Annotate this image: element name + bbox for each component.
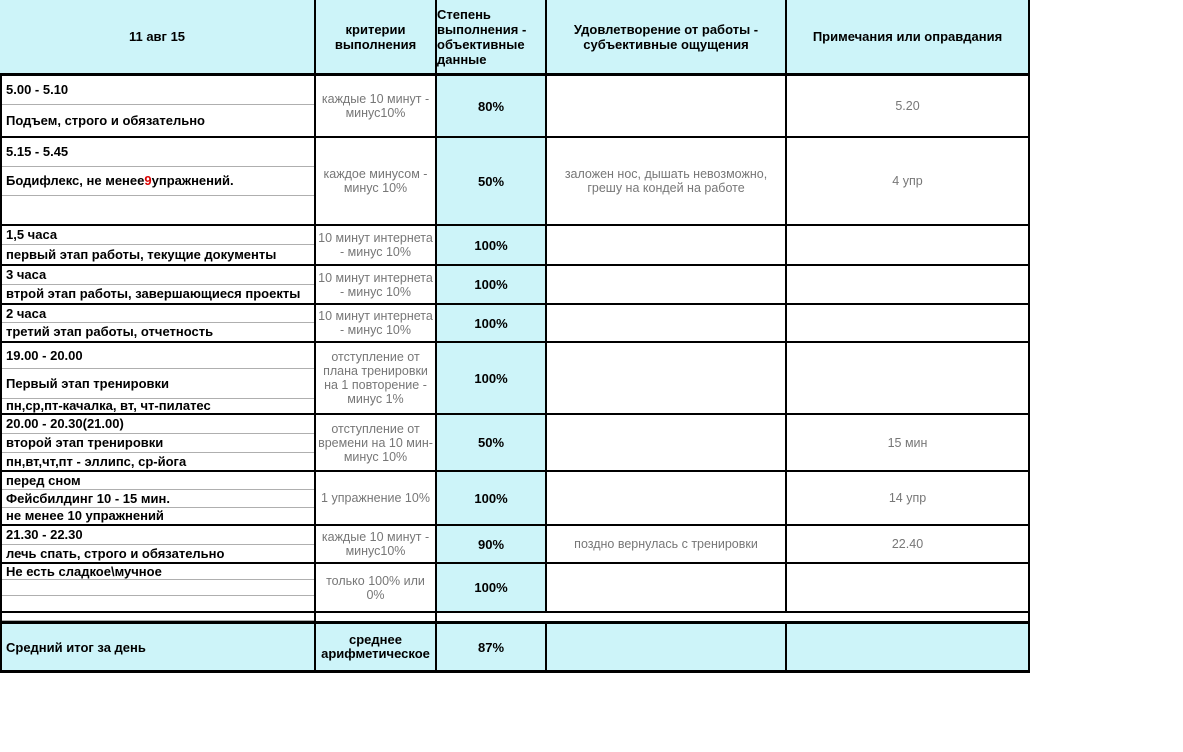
task-line: Подъем, строго и обязательно bbox=[6, 112, 205, 128]
criteria-cell: только 100% или 0% bbox=[314, 564, 437, 611]
row-sleep bbox=[0, 526, 1030, 564]
task-line: первый этап работы, текущие документы bbox=[6, 246, 277, 262]
task-line: 2 часа bbox=[2, 305, 314, 323]
notes-cell: 22.40 bbox=[891, 537, 924, 551]
task-line bbox=[2, 596, 314, 611]
notes-cell bbox=[787, 305, 1028, 341]
notes-cell bbox=[787, 343, 1028, 413]
row-work-stage-2 bbox=[0, 266, 1030, 305]
degree-cell: 100% bbox=[437, 305, 547, 341]
notes-cell bbox=[787, 564, 1028, 611]
criteria-cell: 10 минут интернета - минус 10% bbox=[314, 226, 437, 264]
task-line: пн,ср,пт-качалка, вт, чт-пилатес bbox=[6, 398, 211, 413]
task-cell bbox=[2, 266, 314, 303]
task-cell bbox=[2, 472, 314, 524]
criteria-cell: отступление от плана тренировки на 1 повторение - минус 1% bbox=[314, 343, 437, 413]
task-cell bbox=[2, 343, 314, 413]
satisfaction-cell: заложен нос, дышать невозможно, грешу на кондей на работе bbox=[547, 138, 787, 224]
notes-cell bbox=[787, 266, 1028, 303]
task-cell bbox=[2, 564, 314, 611]
task-text: упражнений. bbox=[151, 173, 234, 188]
task-line: Первый этап тренировки bbox=[2, 369, 314, 399]
task-line: не менее 10 упражнений bbox=[6, 508, 164, 523]
header-cell-satisfaction: Удовлетворение от работы - субъективные ощущения bbox=[547, 0, 787, 73]
task-line bbox=[2, 580, 314, 596]
degree-cell: 90% bbox=[437, 526, 547, 562]
summary-criteria-cell: среднее арифметическое bbox=[314, 624, 437, 670]
spacer-cell bbox=[2, 613, 314, 621]
spacer-row bbox=[0, 613, 1030, 621]
task-line bbox=[2, 196, 314, 224]
degree-cell: 50% bbox=[437, 138, 547, 224]
satisfaction-cell bbox=[547, 415, 787, 470]
task-cell bbox=[2, 138, 314, 224]
criteria-cell: каждое минусом - минус 10% bbox=[314, 138, 437, 224]
task-line: 1,5 часа bbox=[2, 226, 314, 245]
task-line: 19.00 - 20.00 bbox=[2, 343, 314, 369]
task-line: 3 часа bbox=[2, 266, 314, 285]
task-line: пн,вт,чт,пт - эллипс, ср-йога bbox=[6, 453, 187, 469]
satisfaction-cell bbox=[547, 76, 787, 136]
degree-cell: 100% bbox=[437, 266, 547, 303]
satisfaction-cell bbox=[547, 305, 787, 341]
header-cell-notes: Примечания или оправдания bbox=[812, 29, 1003, 44]
satisfaction-cell: поздно вернулась с тренировки bbox=[547, 526, 787, 562]
header-cell-criteria: критерии выполнения bbox=[314, 0, 437, 73]
satisfaction-cell bbox=[547, 472, 787, 524]
degree-cell: 100% bbox=[437, 472, 547, 524]
row-work-stage-3 bbox=[0, 305, 1030, 343]
criteria-cell: отступление от времени на 10 мин- минус 10% bbox=[314, 415, 437, 470]
satisfaction-cell bbox=[547, 564, 787, 611]
degree-cell: 100% bbox=[437, 343, 547, 413]
notes-cell bbox=[787, 226, 1028, 264]
task-line: втрой этап работы, завершающиеся проекты bbox=[6, 286, 301, 301]
task-line: Не есть сладкое\мучное bbox=[2, 564, 314, 580]
row-no-sweets bbox=[0, 564, 1030, 613]
criteria-cell: 10 минут интернета - минус 10% bbox=[314, 305, 437, 341]
header-cell-date: 11 авг 15 bbox=[128, 29, 186, 44]
task-line: второй этап тренировки bbox=[2, 434, 314, 453]
row-work-stage-1 bbox=[0, 226, 1030, 266]
degree-cell: 100% bbox=[437, 226, 547, 264]
degree-cell: 100% bbox=[437, 564, 547, 611]
summary-notes-cell bbox=[787, 624, 1028, 670]
task-line: лечь спать, строго и обязательно bbox=[6, 545, 225, 561]
satisfaction-cell bbox=[547, 226, 787, 264]
criteria-cell: 1 упражнение 10% bbox=[314, 472, 437, 524]
task-line: 21.30 - 22.30 bbox=[2, 526, 314, 545]
degree-cell: 50% bbox=[437, 415, 547, 470]
row-bodyflex bbox=[0, 138, 1030, 226]
row-training-1 bbox=[0, 343, 1030, 415]
criteria-cell: каждые 10 минут - минус10% bbox=[314, 76, 437, 136]
task-cell bbox=[2, 526, 314, 562]
task-line: перед сном bbox=[2, 472, 314, 490]
row-training-2 bbox=[0, 415, 1030, 472]
row-summary bbox=[0, 621, 1030, 673]
notes-cell: 15 мин bbox=[887, 435, 928, 450]
satisfaction-cell bbox=[547, 343, 787, 413]
spacer-cell bbox=[314, 613, 437, 621]
summary-satisfaction-cell bbox=[547, 624, 787, 670]
summary-label: Средний итог за день bbox=[6, 639, 146, 655]
notes-cell: 5.20 bbox=[895, 99, 920, 113]
task-cell bbox=[2, 415, 314, 470]
task-line: 5.00 - 5.10 bbox=[2, 76, 314, 105]
task-line: 5.15 - 5.45 bbox=[2, 138, 314, 167]
task-text: Бодифлекс, не менее bbox=[6, 173, 145, 188]
table-header-row bbox=[0, 0, 1030, 76]
header-cell-degree: Степень выполнения - объективные данные bbox=[437, 0, 547, 73]
task-line bbox=[2, 167, 314, 196]
red-count: 9 bbox=[144, 173, 152, 188]
satisfaction-cell bbox=[547, 266, 787, 303]
task-cell bbox=[2, 305, 314, 341]
notes-cell: 14 упр bbox=[888, 491, 927, 505]
summary-degree-cell: 87% bbox=[437, 624, 547, 670]
degree-cell: 80% bbox=[437, 76, 547, 136]
notes-cell: 4 упр bbox=[892, 174, 923, 188]
task-cell bbox=[2, 226, 314, 264]
criteria-cell: 10 минут интернета - минус 10% bbox=[314, 266, 437, 303]
criteria-cell: каждые 10 минут - минус10% bbox=[314, 526, 437, 562]
task-line: третий этап работы, отчетность bbox=[6, 324, 214, 339]
row-wakeup bbox=[0, 76, 1030, 138]
task-line: Фейсбилдинг 10 - 15 мин. bbox=[2, 490, 314, 508]
task-line: 20.00 - 20.30(21.00) bbox=[2, 415, 314, 434]
row-facebuilding bbox=[0, 472, 1030, 526]
task-cell bbox=[2, 76, 314, 136]
